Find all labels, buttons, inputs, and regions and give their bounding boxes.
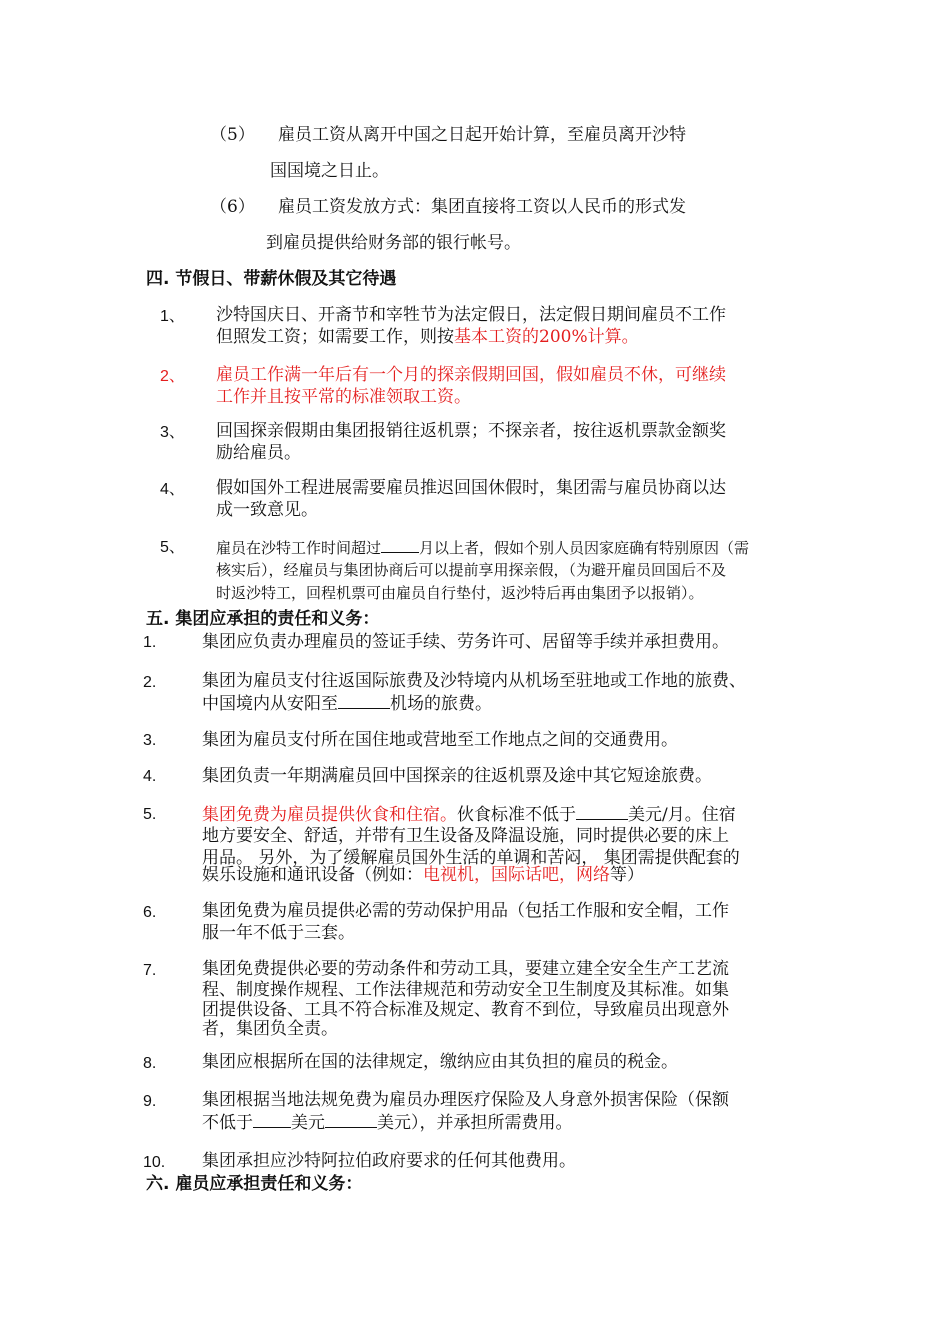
item-text: 雇员工资发放方式：集团直接将工资以人民币的形式发 xyxy=(278,197,686,217)
item-text: 者，集团负全责。 xyxy=(202,1019,338,1039)
section-heading: 六. 雇员应承担责任和义务： xyxy=(146,1174,363,1194)
highlighted-text: 电视机，国际话吧，网络 xyxy=(423,865,610,885)
item-number: 3. xyxy=(143,732,157,749)
item-text: 假如国外工程进展需要雇员推迟回国休假时，集团需与雇员协商以达 xyxy=(216,478,726,498)
item-text: 雇员在沙特工作时间超过 月以上者，假如个别人员因家庭确有特别原因（需 xyxy=(216,536,749,559)
item-text: 雇员工资从离开中国之日起开始计算，至雇员离开沙特 xyxy=(278,125,686,145)
item-text: 集团为雇员支付往返国际旅费及沙特境内从机场至驻地或工作地的旅费、 xyxy=(202,671,746,691)
item-text: 服一年不低于三套。 xyxy=(202,923,355,943)
item-number: 1. xyxy=(143,634,157,651)
item-text: 地方要安全、舒适，并带有卫生设备及降温设施，同时提供必要的床上 xyxy=(202,826,729,846)
item-text: 集团应根据所在国的法律规定，缴纳应由其负担的雇员的税金。 xyxy=(202,1052,678,1072)
item-number: 3、 xyxy=(160,424,185,441)
item-text: 集团免费为雇员提供伙食和住宿。伙食标准不低于 美元/月。住宿 xyxy=(202,805,736,825)
item-text: 励给雇员。 xyxy=(216,443,301,463)
item-text: 中国境内从安阳至 机场的旅费。 xyxy=(202,694,492,714)
item-text: 国国境之日止。 xyxy=(270,161,389,181)
item-number: 10. xyxy=(143,1154,166,1171)
item-text: 集团应负责办理雇员的签证手续、劳务许可、居留等手续并承担费用。 xyxy=(202,632,729,652)
item-text: 集团根据当地法规免费为雇员办理医疗保险及人身意外损害保险（保额 xyxy=(202,1090,729,1110)
item-number: 4、 xyxy=(160,481,185,498)
item-text: 程、制度操作规程、工作法律规范和劳动安全卫生制度及其标准。如集 xyxy=(202,980,729,1000)
blank-line xyxy=(338,692,390,709)
item-number: 5、 xyxy=(160,539,185,556)
item-text: 不低于 美元 美元），并承担所需费用。 xyxy=(202,1113,573,1133)
item-number: 4. xyxy=(143,768,157,785)
highlighted-text: 基本工资的200%计算。 xyxy=(454,327,639,347)
item-text: 工作并且按平常的标准领取工资。 xyxy=(216,387,471,407)
section-heading: 四. 节假日、带薪休假及其它待遇 xyxy=(146,269,397,289)
item-text: 团提供设备、工具不符合标准及规定、教育不到位，导致雇员出现意外 xyxy=(202,1000,729,1020)
item-text: 娱乐设施和通讯设备（例如：电视机，国际话吧，网络等） xyxy=(202,865,644,885)
item-text: 回国探亲假期由集团报销往返机票；不探亲者，按往返机票款金额奖 xyxy=(216,421,726,441)
item-text: 成一致意见。 xyxy=(216,500,318,520)
item-number: 9. xyxy=(143,1093,157,1110)
item-number: 2. xyxy=(143,674,157,691)
item-text: 到雇员提供给财务部的银行帐号。 xyxy=(266,233,521,253)
item-number: 8. xyxy=(143,1055,157,1072)
item-number: （6） xyxy=(210,197,255,217)
item-text: 雇员工作满一年后有一个月的探亲假期回国，假如雇员不休，可继续 xyxy=(216,365,726,385)
item-number: （5） xyxy=(210,125,255,145)
blank-line xyxy=(576,803,628,820)
item-text: 核实后），经雇员与集团协商后可以提前享用探亲假，（为避开雇员回国后不及 xyxy=(216,561,727,579)
item-text: 集团免费为雇员提供必需的劳动保护用品（包括工作服和安全帽，工作 xyxy=(202,901,729,921)
item-text: 集团负责一年期满雇员回中国探亲的往返机票及途中其它短途旅费。 xyxy=(202,766,712,786)
item-text: 沙特国庆日、开斋节和宰牲节为法定假日，法定假日期间雇员不工作 xyxy=(216,305,726,325)
item-number: 6. xyxy=(143,904,157,921)
item-number: 1、 xyxy=(160,308,185,325)
blank-line xyxy=(325,1111,377,1128)
item-text: 用品。 另外，为了缓解雇员国外生活的单调和苦闷， 集团需提供配套的 xyxy=(202,848,740,868)
item-number: 2、 xyxy=(160,368,185,385)
item-text: 时返沙特工，回程机票可由雇员自行垫付，返沙特后再由集团予以报销）。 xyxy=(216,584,704,602)
item-text: 但照发工资；如需要工作，则按基本工资的200%计算。 xyxy=(216,327,639,347)
item-text: 集团承担应沙特阿拉伯政府要求的任何其他费用。 xyxy=(202,1151,576,1171)
section-heading: 五. 集团应承担的责任和义务： xyxy=(146,609,380,629)
item-number: 5. xyxy=(143,806,157,823)
blank-line xyxy=(381,536,419,553)
item-text: 集团免费提供必要的劳动条件和劳动工具，要建立建全安全生产工艺流 xyxy=(202,959,729,979)
highlighted-text: 集团免费为雇员提供伙食和住宿。 xyxy=(202,805,457,825)
item-text: 集团为雇员支付所在国住地或营地至工作地点之间的交通费用。 xyxy=(202,730,678,750)
blank-line xyxy=(253,1111,291,1128)
item-number: 7. xyxy=(143,962,157,979)
